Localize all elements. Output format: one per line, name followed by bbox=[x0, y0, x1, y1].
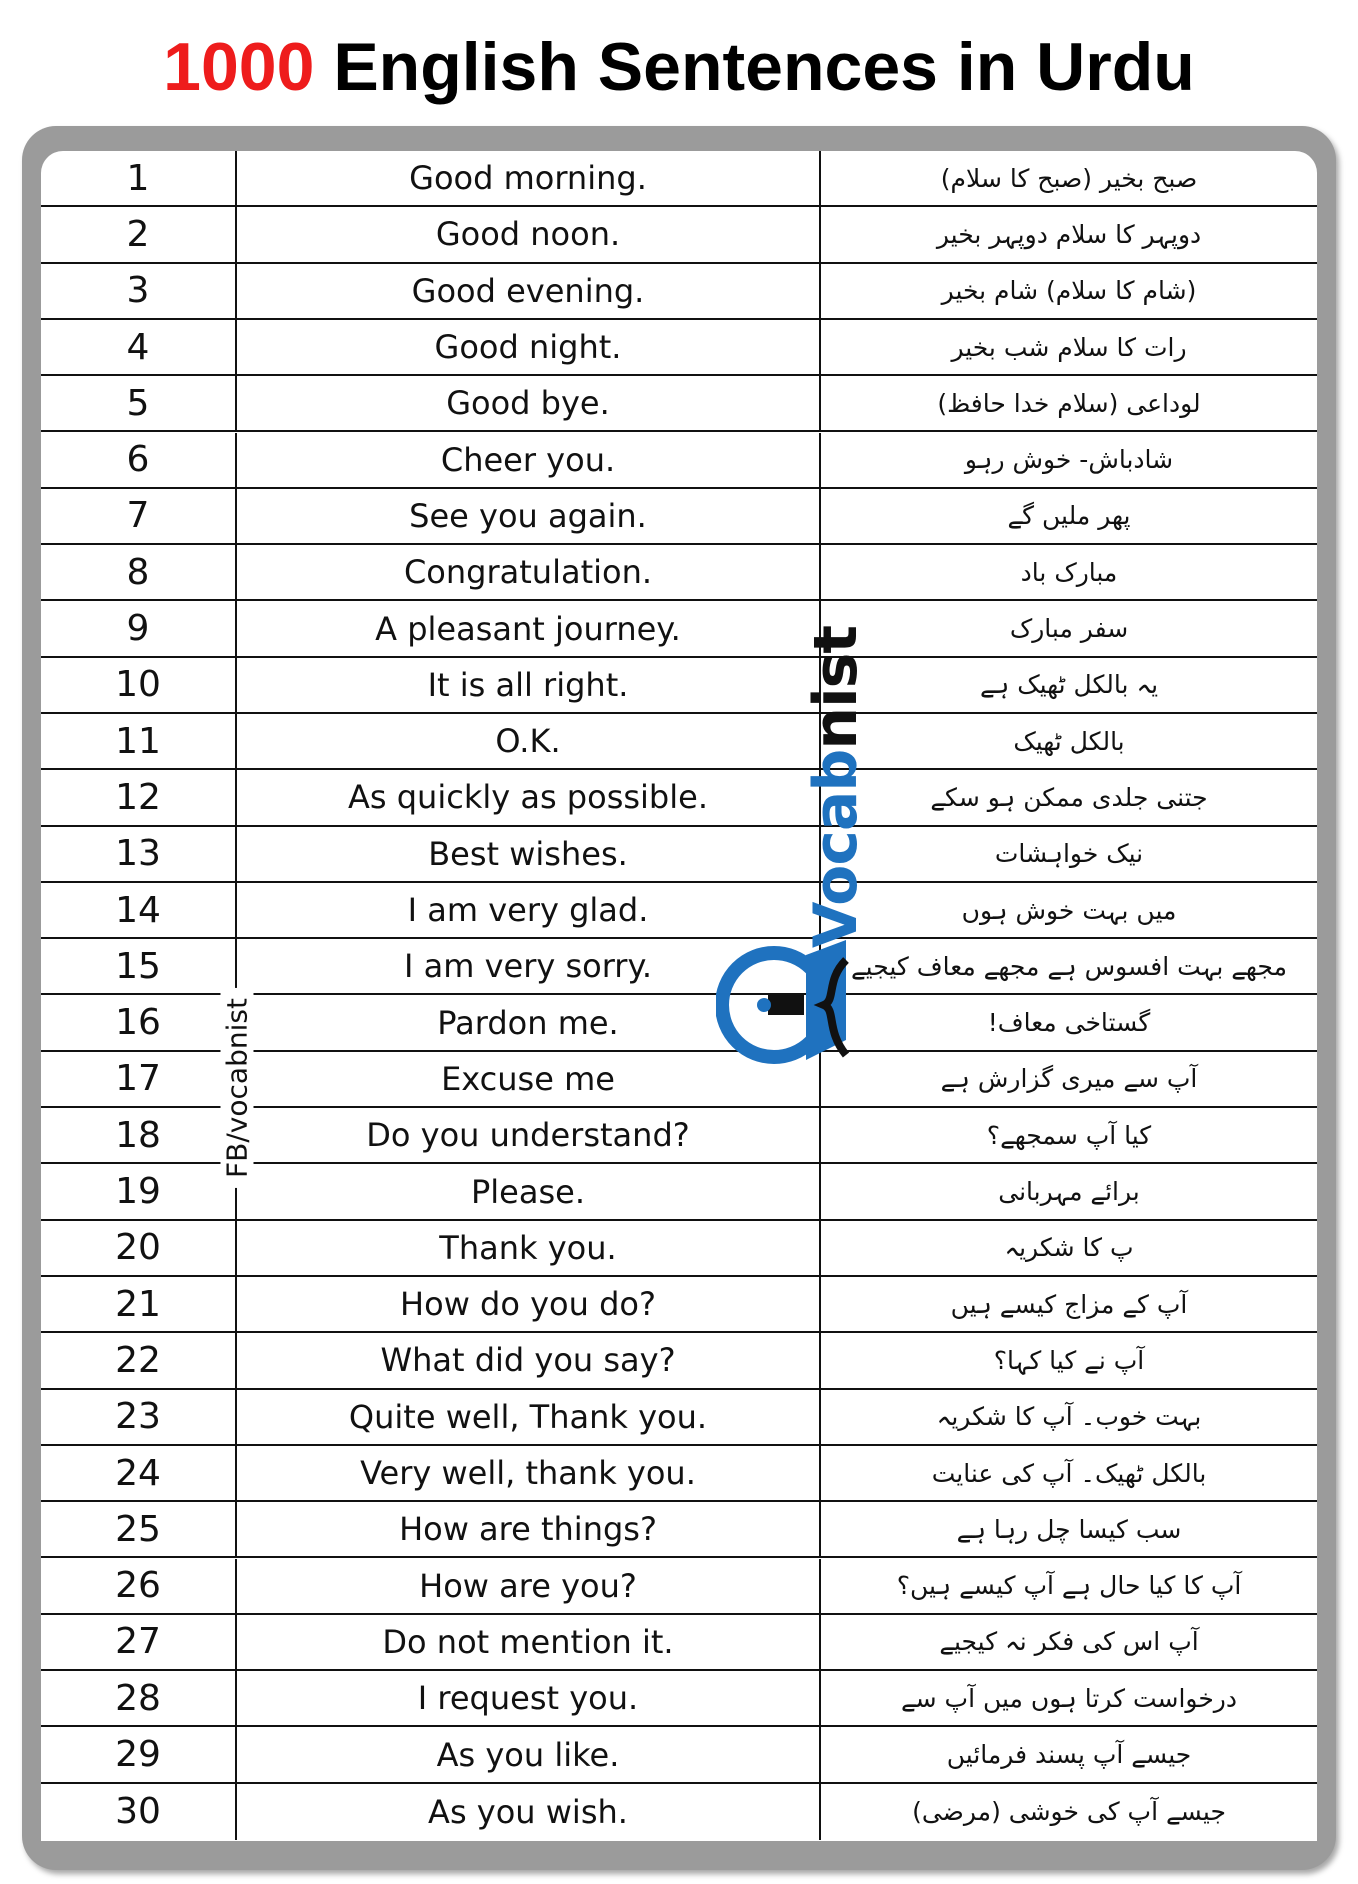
english-sentence: See you again. bbox=[237, 489, 821, 543]
table-row bbox=[41, 545, 1317, 601]
row-number: 16 bbox=[41, 996, 237, 1050]
row-number: 26 bbox=[41, 1559, 237, 1613]
table-row bbox=[41, 827, 1317, 883]
table-row bbox=[41, 376, 1317, 432]
english-sentence: Cheer you. bbox=[237, 433, 821, 487]
urdu-translation: مجھے بہت افسوس ہے مجھے معاف کیجیے bbox=[851, 951, 1287, 981]
urdu-translation: سب کیسا چل رہا ہے bbox=[956, 1514, 1182, 1544]
table-row bbox=[41, 1221, 1317, 1277]
english-sentence: As you like. bbox=[237, 1727, 821, 1781]
row-number: 9 bbox=[41, 601, 237, 655]
row-number: 20 bbox=[41, 1221, 237, 1275]
english-sentence: Do not mention it. bbox=[237, 1615, 821, 1669]
row-number: 4 bbox=[41, 320, 237, 374]
table-row bbox=[41, 1559, 1317, 1615]
english-sentence: How are you? bbox=[237, 1559, 821, 1613]
row-number: 8 bbox=[41, 545, 237, 599]
urdu-translation: آپ نے کیا کہا؟ bbox=[993, 1345, 1145, 1375]
table-row bbox=[41, 601, 1317, 657]
english-sentence: Good noon. bbox=[237, 207, 821, 261]
urdu-translation: پ کا شکریہ bbox=[1004, 1233, 1134, 1263]
english-sentence: A pleasant journey. bbox=[237, 601, 821, 655]
english-sentence: Congratulation. bbox=[237, 545, 821, 599]
row-number: 11 bbox=[41, 714, 237, 768]
urdu-translation: بالکل ٹھیک bbox=[1013, 726, 1125, 756]
table-row bbox=[41, 433, 1317, 489]
urdu-translation: میں بہت خوش ہوں bbox=[961, 895, 1177, 925]
table-row bbox=[41, 1671, 1317, 1727]
english-sentence: What did you say? bbox=[237, 1333, 821, 1387]
table-row bbox=[41, 714, 1317, 770]
row-number: 21 bbox=[41, 1277, 237, 1331]
row-number: 3 bbox=[41, 264, 237, 318]
urdu-translation: درخواست کرتا ہوں میں آپ سے bbox=[901, 1683, 1237, 1713]
english-sentence: How do you do? bbox=[237, 1277, 821, 1331]
row-number: 14 bbox=[41, 883, 237, 937]
english-sentence: How are things? bbox=[237, 1502, 821, 1556]
facebook-watermark: FB/vocabnist bbox=[221, 988, 254, 1188]
english-sentence: Pardon me. bbox=[237, 996, 821, 1050]
table-row bbox=[41, 1277, 1317, 1333]
row-number: 5 bbox=[41, 376, 237, 430]
row-number: 15 bbox=[41, 939, 237, 993]
urdu-translation: مبارک باد bbox=[1020, 557, 1118, 587]
table-row bbox=[41, 1784, 1317, 1840]
english-sentence: Best wishes. bbox=[237, 827, 821, 881]
table-row bbox=[41, 207, 1317, 263]
urdu-translation: صبح بخیر (صبح کا سلام) bbox=[940, 163, 1198, 193]
row-number: 22 bbox=[41, 1333, 237, 1387]
page-title bbox=[0, 28, 1358, 106]
row-number: 2 bbox=[41, 207, 237, 261]
urdu-translation: لوداعی (سلام خدا حافظ) bbox=[937, 388, 1201, 418]
table-row bbox=[41, 939, 1317, 995]
urdu-translation: جیسے آپ پسند فرمائیں bbox=[946, 1740, 1192, 1770]
row-number: 24 bbox=[41, 1446, 237, 1500]
urdu-translation: برائے مہربانی bbox=[998, 1177, 1140, 1207]
english-sentence: I request you. bbox=[237, 1671, 821, 1725]
row-number: 30 bbox=[41, 1784, 237, 1840]
urdu-translation: گستاخی معاف! bbox=[987, 1008, 1151, 1038]
row-number: 1 bbox=[41, 151, 237, 205]
urdu-translation: بہت خوب۔ آپ کا شکریہ bbox=[936, 1402, 1202, 1432]
row-number: 17 bbox=[41, 1052, 237, 1106]
english-sentence: Do you understand? bbox=[237, 1108, 821, 1162]
english-sentence: Excuse me bbox=[237, 1052, 821, 1106]
english-sentence: Good bye. bbox=[237, 376, 821, 430]
urdu-translation: پھر ملیں گے bbox=[1007, 501, 1131, 531]
table-row bbox=[41, 1727, 1317, 1783]
table-row bbox=[41, 320, 1317, 376]
english-sentence: I am very sorry. bbox=[237, 939, 821, 993]
table-row bbox=[41, 264, 1317, 320]
urdu-translation: (شام کا سلام) شام بخیر bbox=[941, 276, 1197, 306]
row-number: 29 bbox=[41, 1727, 237, 1781]
row-number: 12 bbox=[41, 770, 237, 824]
english-sentence: O.K. bbox=[237, 714, 821, 768]
row-number: 10 bbox=[41, 658, 237, 712]
english-sentence: Very well, thank you. bbox=[237, 1446, 821, 1500]
urdu-translation: رات کا سلام شب بخیر bbox=[951, 332, 1187, 362]
table-row bbox=[41, 1390, 1317, 1446]
urdu-translation: نیک خواہشات bbox=[994, 839, 1144, 869]
english-sentence: Please. bbox=[237, 1164, 821, 1218]
urdu-translation: جتنی جلدی ممکن ہو سکے bbox=[930, 782, 1208, 812]
table-row bbox=[41, 883, 1317, 939]
english-sentence: Thank you. bbox=[237, 1221, 821, 1275]
english-sentence: Good evening. bbox=[237, 264, 821, 318]
table-row bbox=[41, 1446, 1317, 1502]
book-logo-icon bbox=[716, 930, 866, 1080]
english-sentence: Good night. bbox=[237, 320, 821, 374]
urdu-translation: یہ بالکل ٹھیک ہے bbox=[979, 670, 1159, 700]
brand-part-2: nist bbox=[801, 625, 871, 750]
table-row bbox=[41, 151, 1317, 207]
urdu-translation: آپ کے مزاج کیسے ہیں bbox=[950, 1289, 1188, 1319]
row-number: 19 bbox=[41, 1164, 237, 1218]
urdu-translation: کیا آپ سمجھے؟ bbox=[986, 1120, 1152, 1150]
row-number: 18 bbox=[41, 1108, 237, 1162]
row-number: 7 bbox=[41, 489, 237, 543]
urdu-translation: سفر مبارک bbox=[1009, 614, 1129, 644]
row-number: 28 bbox=[41, 1671, 237, 1725]
title-text: English Sentences in Urdu bbox=[314, 29, 1195, 105]
table-row bbox=[41, 770, 1317, 826]
english-sentence: Quite well, Thank you. bbox=[237, 1390, 821, 1444]
urdu-translation: شادباش- خوش رہو bbox=[964, 445, 1174, 475]
row-number: 6 bbox=[41, 433, 237, 487]
urdu-translation: آپ کا کیا حال ہے آپ کیسے ہیں؟ bbox=[896, 1571, 1242, 1601]
urdu-translation: آپ سے میری گزارش ہے bbox=[940, 1064, 1198, 1094]
urdu-translation: جیسے آپ کی خوشی (مرضی) bbox=[912, 1797, 1226, 1827]
english-sentence: Good morning. bbox=[237, 151, 821, 205]
table-row bbox=[41, 658, 1317, 714]
english-sentence: I am very glad. bbox=[237, 883, 821, 937]
row-number: 13 bbox=[41, 827, 237, 881]
table-row bbox=[41, 1333, 1317, 1389]
english-sentence: As quickly as possible. bbox=[237, 770, 821, 824]
table-row bbox=[41, 1615, 1317, 1671]
brand-part-1: Vocab bbox=[801, 749, 871, 949]
table-row bbox=[41, 489, 1317, 545]
english-sentence: It is all right. bbox=[237, 658, 821, 712]
row-number: 23 bbox=[41, 1390, 237, 1444]
urdu-translation: بالکل ٹھیک۔ آپ کی عنایت bbox=[931, 1458, 1207, 1488]
row-number: 27 bbox=[41, 1615, 237, 1669]
row-number: 25 bbox=[41, 1502, 237, 1556]
urdu-translation: دوپہر کا سلام دوپہر بخیر bbox=[936, 219, 1202, 249]
english-sentence: As you wish. bbox=[237, 1784, 821, 1840]
table-row bbox=[41, 1502, 1317, 1558]
title-number: 1000 bbox=[163, 29, 315, 105]
brand-watermark bbox=[801, 626, 871, 948]
urdu-translation: آپ اس کی فکر نہ کیجیے bbox=[939, 1627, 1199, 1657]
